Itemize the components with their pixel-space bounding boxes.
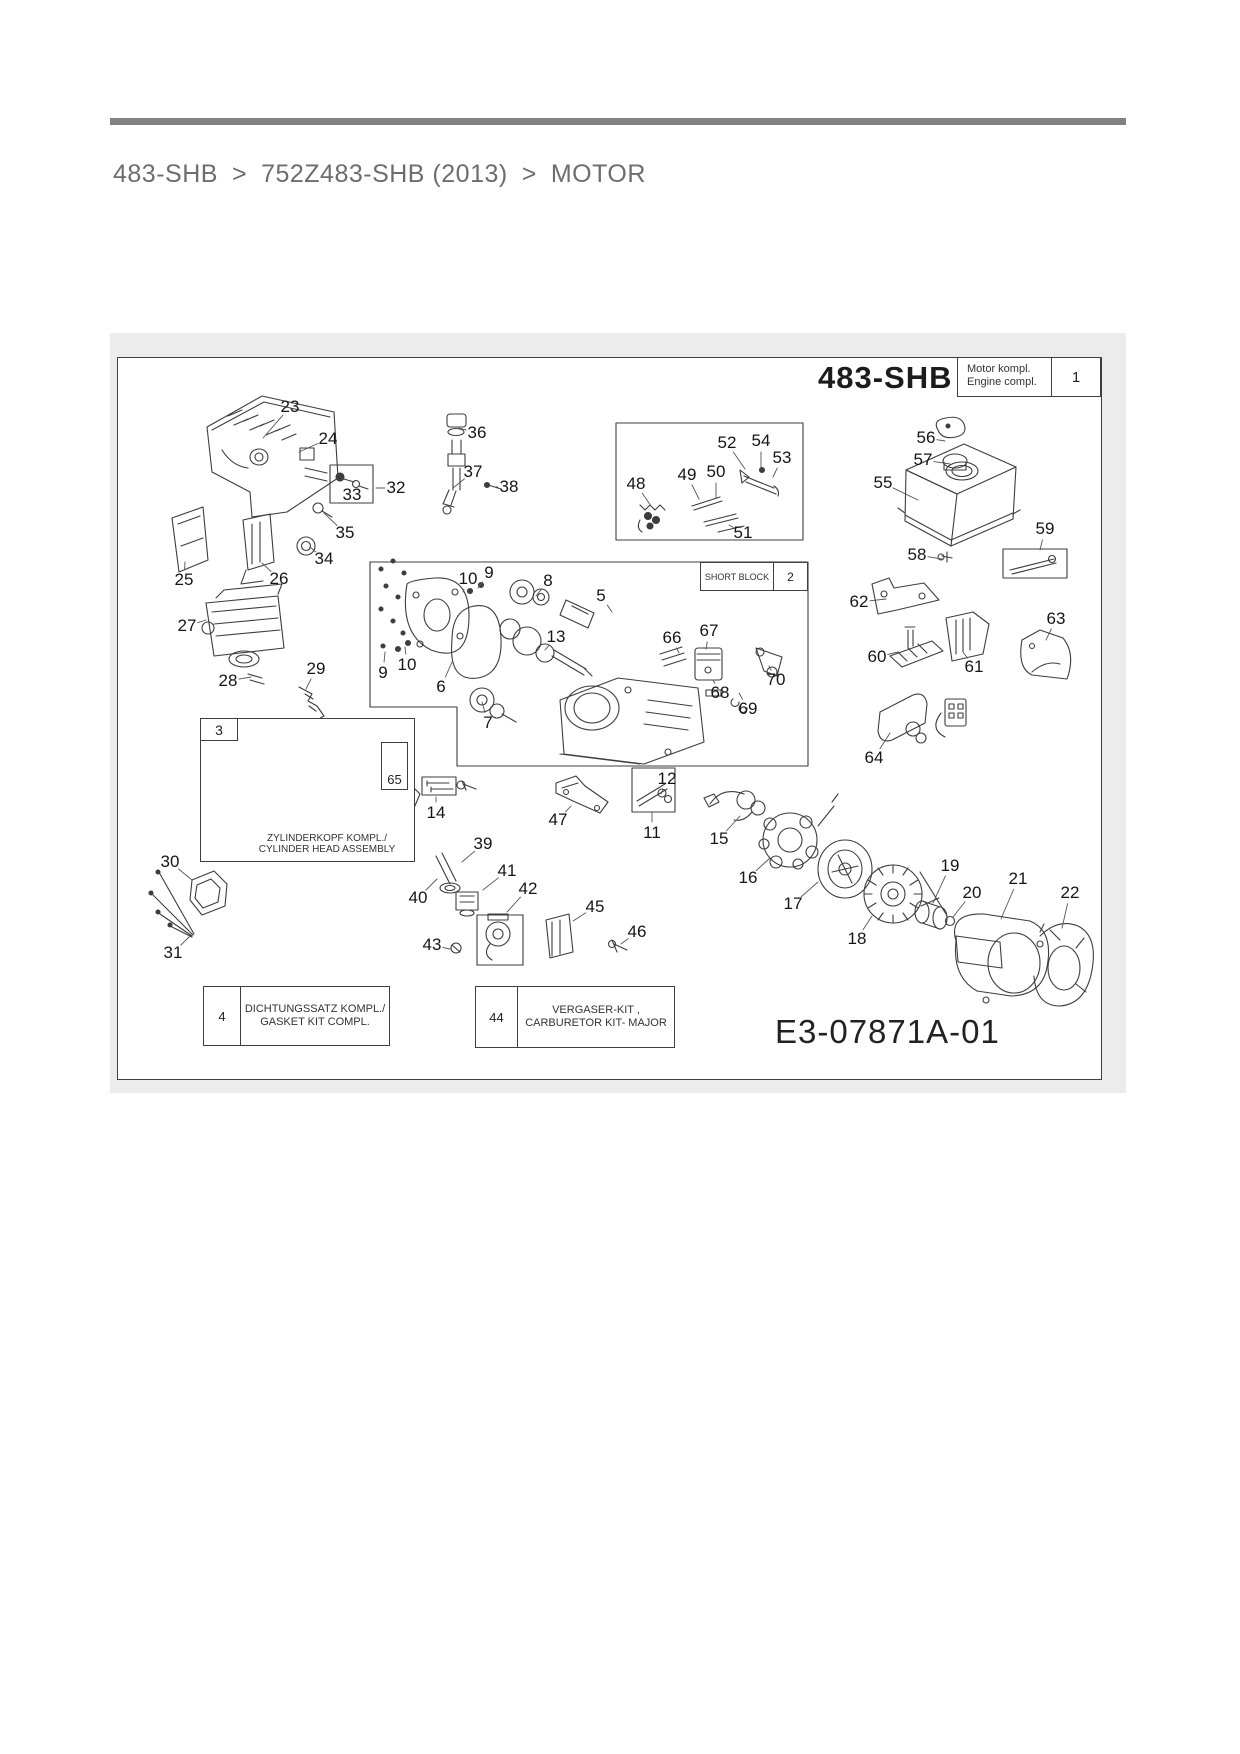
callout-32: 32 bbox=[386, 478, 406, 497]
cylinder-head-caption: ZYLINDERKOPF KOMPL./ CYLINDER HEAD ASSEMBLY bbox=[258, 833, 396, 855]
callout-25: 25 bbox=[174, 570, 194, 589]
callout-6: 6 bbox=[436, 677, 446, 696]
callout-49: 49 bbox=[677, 465, 697, 484]
callout-27: 27 bbox=[177, 616, 197, 635]
carburetor-kit-caption: VERGASER-KIT , CARBURETOR KIT- MAJOR bbox=[525, 1004, 667, 1029]
callout-68: 68 bbox=[710, 683, 730, 702]
callout-40: 40 bbox=[408, 888, 428, 907]
callout-9: 9 bbox=[484, 563, 494, 582]
breadcrumb-item-section[interactable]: MOTOR bbox=[550, 160, 646, 188]
short-block-label: SHORT BLOCK 2 bbox=[700, 562, 808, 591]
callout-13: 13 bbox=[546, 627, 566, 646]
callout-18: 18 bbox=[847, 929, 867, 948]
gasket-kit-ref: 4 bbox=[204, 987, 241, 1045]
gasket-kit-box bbox=[203, 986, 390, 1046]
legend-ref: 1 bbox=[1051, 358, 1100, 396]
callout-45: 45 bbox=[585, 897, 605, 916]
callout-8: 8 bbox=[543, 571, 553, 590]
callout-67: 67 bbox=[699, 621, 719, 640]
carburetor-kit-ref: 44 bbox=[476, 987, 518, 1047]
callout-7: 7 bbox=[483, 713, 493, 732]
callout-59: 59 bbox=[1035, 519, 1055, 538]
callout-50: 50 bbox=[706, 462, 726, 481]
callout-60: 60 bbox=[867, 647, 887, 666]
callout-41: 41 bbox=[497, 861, 517, 880]
callout-23: 23 bbox=[280, 397, 300, 416]
callout-21: 21 bbox=[1008, 869, 1028, 888]
callout-10: 10 bbox=[458, 569, 478, 588]
callout-33: 33 bbox=[342, 485, 362, 504]
callout-47: 47 bbox=[548, 810, 568, 829]
breadcrumb-separator: > bbox=[521, 160, 537, 188]
callout-37: 37 bbox=[463, 462, 483, 481]
callout-36: 36 bbox=[467, 423, 487, 442]
callout-63: 63 bbox=[1046, 609, 1066, 628]
head-bolt-kit-cell: 65 bbox=[381, 742, 408, 790]
top-divider bbox=[110, 118, 1126, 125]
callout-38: 38 bbox=[499, 477, 519, 496]
callout-19: 19 bbox=[940, 856, 960, 875]
callout-30: 30 bbox=[160, 852, 180, 871]
callout-14: 14 bbox=[426, 803, 446, 822]
callout-43: 43 bbox=[422, 935, 442, 954]
callout-34: 34 bbox=[314, 549, 334, 568]
diagram-model-title: 483-SHB bbox=[818, 360, 953, 395]
callout-57: 57 bbox=[913, 450, 933, 469]
callout-64: 64 bbox=[864, 748, 884, 767]
callout-53: 53 bbox=[772, 448, 792, 467]
callout-62: 62 bbox=[849, 592, 869, 611]
cylinder-head-ref: 3 bbox=[201, 719, 238, 741]
short-block-ref: 2 bbox=[773, 563, 807, 590]
callout-11: 11 bbox=[643, 823, 661, 842]
carburetor-kit-box bbox=[475, 986, 675, 1048]
breadcrumb-item-variant[interactable]: 752Z483-SHB (2013) bbox=[261, 160, 508, 188]
callout-54: 54 bbox=[751, 431, 771, 450]
callout-28: 28 bbox=[218, 671, 238, 690]
callout-69: 69 bbox=[738, 699, 758, 718]
callout-17: 17 bbox=[783, 894, 803, 913]
legend-box bbox=[957, 357, 1101, 397]
callout-12: 12 bbox=[657, 769, 677, 788]
callout-5: 5 bbox=[596, 586, 606, 605]
callout-52: 52 bbox=[717, 433, 737, 452]
callout-70: 70 bbox=[766, 670, 786, 689]
callout-42: 42 bbox=[518, 879, 538, 898]
callout-56: 56 bbox=[916, 428, 936, 447]
breadcrumb bbox=[113, 160, 646, 189]
callout-51: 51 bbox=[733, 523, 753, 542]
callout-58: 58 bbox=[907, 545, 927, 564]
callout-15: 15 bbox=[709, 829, 729, 848]
callout-46: 46 bbox=[627, 922, 647, 941]
callout-10: 10 bbox=[397, 655, 417, 674]
callout-31: 31 bbox=[163, 943, 183, 962]
callout-20: 20 bbox=[962, 883, 982, 902]
legend-text: Motor kompl. Engine compl. bbox=[967, 363, 1037, 388]
breadcrumb-item-model[interactable]: 483-SHB bbox=[113, 160, 218, 188]
callout-26: 26 bbox=[269, 569, 289, 588]
drawing-number: E3-07871A-01 bbox=[775, 1013, 1000, 1050]
gasket-kit-caption: DICHTUNGSSATZ KOMPL./ GASKET KIT COMPL. bbox=[244, 1003, 386, 1028]
callout-39: 39 bbox=[473, 834, 493, 853]
callout-16: 16 bbox=[738, 868, 758, 887]
callout-24: 24 bbox=[318, 429, 338, 448]
callout-66: 66 bbox=[662, 628, 682, 647]
callout-22: 22 bbox=[1060, 883, 1080, 902]
breadcrumb-separator: > bbox=[231, 160, 248, 188]
callout-48: 48 bbox=[626, 474, 646, 493]
cylinder-head-box bbox=[200, 718, 415, 862]
callout-61: 61 bbox=[964, 657, 984, 676]
callout-55: 55 bbox=[873, 473, 893, 492]
callout-9: 9 bbox=[378, 663, 388, 682]
callout-29: 29 bbox=[306, 659, 326, 678]
callout-35: 35 bbox=[335, 523, 355, 542]
